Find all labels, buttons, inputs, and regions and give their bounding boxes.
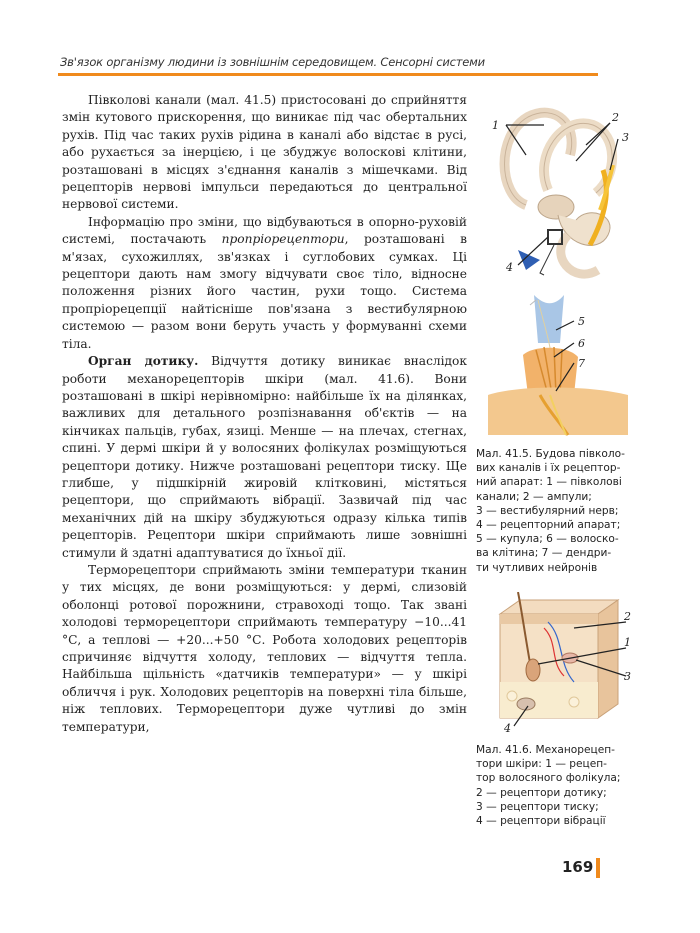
paragraph-proprioception-start: Інформацію про зміни, що відбуваються в опорно-руховій системі, постачають xyxy=(62,214,467,247)
caption-line: тор волосяного фолікула; xyxy=(476,772,621,785)
header-rule xyxy=(58,73,598,76)
running-header xyxy=(58,53,598,75)
caption-line: ний апарат: 1 — півколові xyxy=(476,476,622,489)
caption-line: ти чутливих нейронів xyxy=(476,561,598,574)
fig41-6-label-2: 2 xyxy=(624,610,631,623)
caption-line: 4 — рецепторний апарат; xyxy=(476,519,621,532)
fig41-6-label-4: 4 xyxy=(504,722,511,735)
paragraph-thermoreceptors: Терморецептори сприймають зміни температури тканин у тих місцях, де вони розміщуються: у дермі, слизовій оболонці ротової порожнини, стравоході тощо. Так звані холодові терморецептори сприймають температуру −10...41 °С, а теплові — +20...+50 °С. Робота холодових рецепторів спричиняє відчуття холоду, теплових — відчуття тепла. Найбільша щільність «датчиків температури» — у шкірі обличчя і рук. Холодових рецепторів на поверхні тіла більше, ніж теплових. Терморецептори дуже чутливі до змін температури, xyxy=(62,562,467,734)
fig41-5-label-4: 4 xyxy=(506,261,513,274)
caption-line: Мал. 41.6. Механорецеп- xyxy=(476,744,616,756)
fig41-5-label-6: 6 xyxy=(578,337,585,350)
paragraph-proprioception xyxy=(62,214,467,353)
paragraph-touch-organ xyxy=(62,353,467,562)
fig41-5-label-3: 3 xyxy=(622,131,629,144)
caption-line: 2 — рецептори дотику; xyxy=(476,786,607,799)
running-title: Зв'язок організму людини із зовнішнім середовищем. Сенсорні системи xyxy=(60,55,485,69)
zoom-arrow-icon xyxy=(518,250,540,270)
caption-line: 5 — купула; 6 — волоско- xyxy=(476,533,619,546)
fig41-5-label-7: 7 xyxy=(578,357,585,370)
caption-line: ва клітина; 7 — дендри- xyxy=(476,547,612,560)
term-proprioceptors: пропріорецептори xyxy=(221,232,345,247)
fig41-5-label-1: 1 xyxy=(492,119,499,132)
caption-line: Мал. 41.5. Будова півколо- xyxy=(476,448,625,460)
main-text-column xyxy=(62,92,467,736)
receptor-apparatus-illustration xyxy=(488,295,628,435)
figure-semicircular-canals xyxy=(478,95,638,440)
caption-line: 3 — вестибулярний нерв; xyxy=(476,504,619,517)
fig41-6-label-1: 1 xyxy=(624,636,631,649)
paragraph-proprioception-end: , розташовані в м'язах, сухожиллях, зв'язках і суглобових сумках. Ці рецептори дають нам змогу відчувати своє тіло, відносне положення різних його частин, рухи тощо. Система пропріорецепції найтісніше пов'язана з вестибулярною системою — разом вони беруть участь у формуванні схеми тіла. xyxy=(62,232,467,351)
caption-figure-41-6 xyxy=(476,743,636,828)
fig41-5-label-5: 5 xyxy=(578,315,585,328)
section-heading-touch: Орган дотику. xyxy=(88,354,199,369)
paragraph-touch-text: Відчуття дотику виникає внаслідок роботи механорецепторів шкіри (мал. 41.6). Вони розташовані в шкірі нерівномірно: найбільше їх на ділянках, важливих для детального розпізнавання об'єктів — на кінчиках пальців, губах, язиці. Менше — на плечах, стегнах, спині. У дермі шкіри й у волосяних фолікулах розміщуються рецептори дотику. Нижче розташовані рецептори тиску. Ще глибше, у підшкірній жировій клітковині, містяться рецептори, що сприймають вібрації. Зазвичай під час механічних дій на шкіру збуджуються одразу кілька типів рецепторів. Рецептори шкіри сприймають лише зовнішні стимули й здатні адаптуватися до їхньої дії. xyxy=(62,354,467,560)
caption-line: тори шкіри: 1 — рецеп- xyxy=(476,758,607,771)
fig41-6-label-3: 3 xyxy=(624,670,631,683)
page-number-accent-bar xyxy=(596,858,600,878)
skin-block-illustration xyxy=(500,592,618,718)
fig41-5-label-2: 2 xyxy=(612,111,619,124)
paragraph-semicircular-canals: Півколові канали (мал. 41.5) пристосовані до сприйняття змін кутового прискорення, що виникає під час обертальних рухів. Під час таких рухів рідина в каналі або відстає в русі, або рухається за інерцією, і це збуджує волоскові клітини, розташовані в місцях з'єднання каналів з мішечками. Від рецепторів нервові імпульси передаються до центральної нервової системи. xyxy=(62,93,467,212)
caption-line: вих каналів і їх рецептор- xyxy=(476,462,621,475)
caption-line: канали; 2 — ампули; xyxy=(476,490,592,503)
caption-line: 4 — рецептори вібрації xyxy=(476,815,606,828)
caption-line: 3 — рецептори тиску; xyxy=(476,800,599,813)
caption-figure-41-5 xyxy=(476,447,636,575)
figure-skin-mechanoreceptors xyxy=(478,592,638,742)
page-number: 169 xyxy=(562,858,594,876)
